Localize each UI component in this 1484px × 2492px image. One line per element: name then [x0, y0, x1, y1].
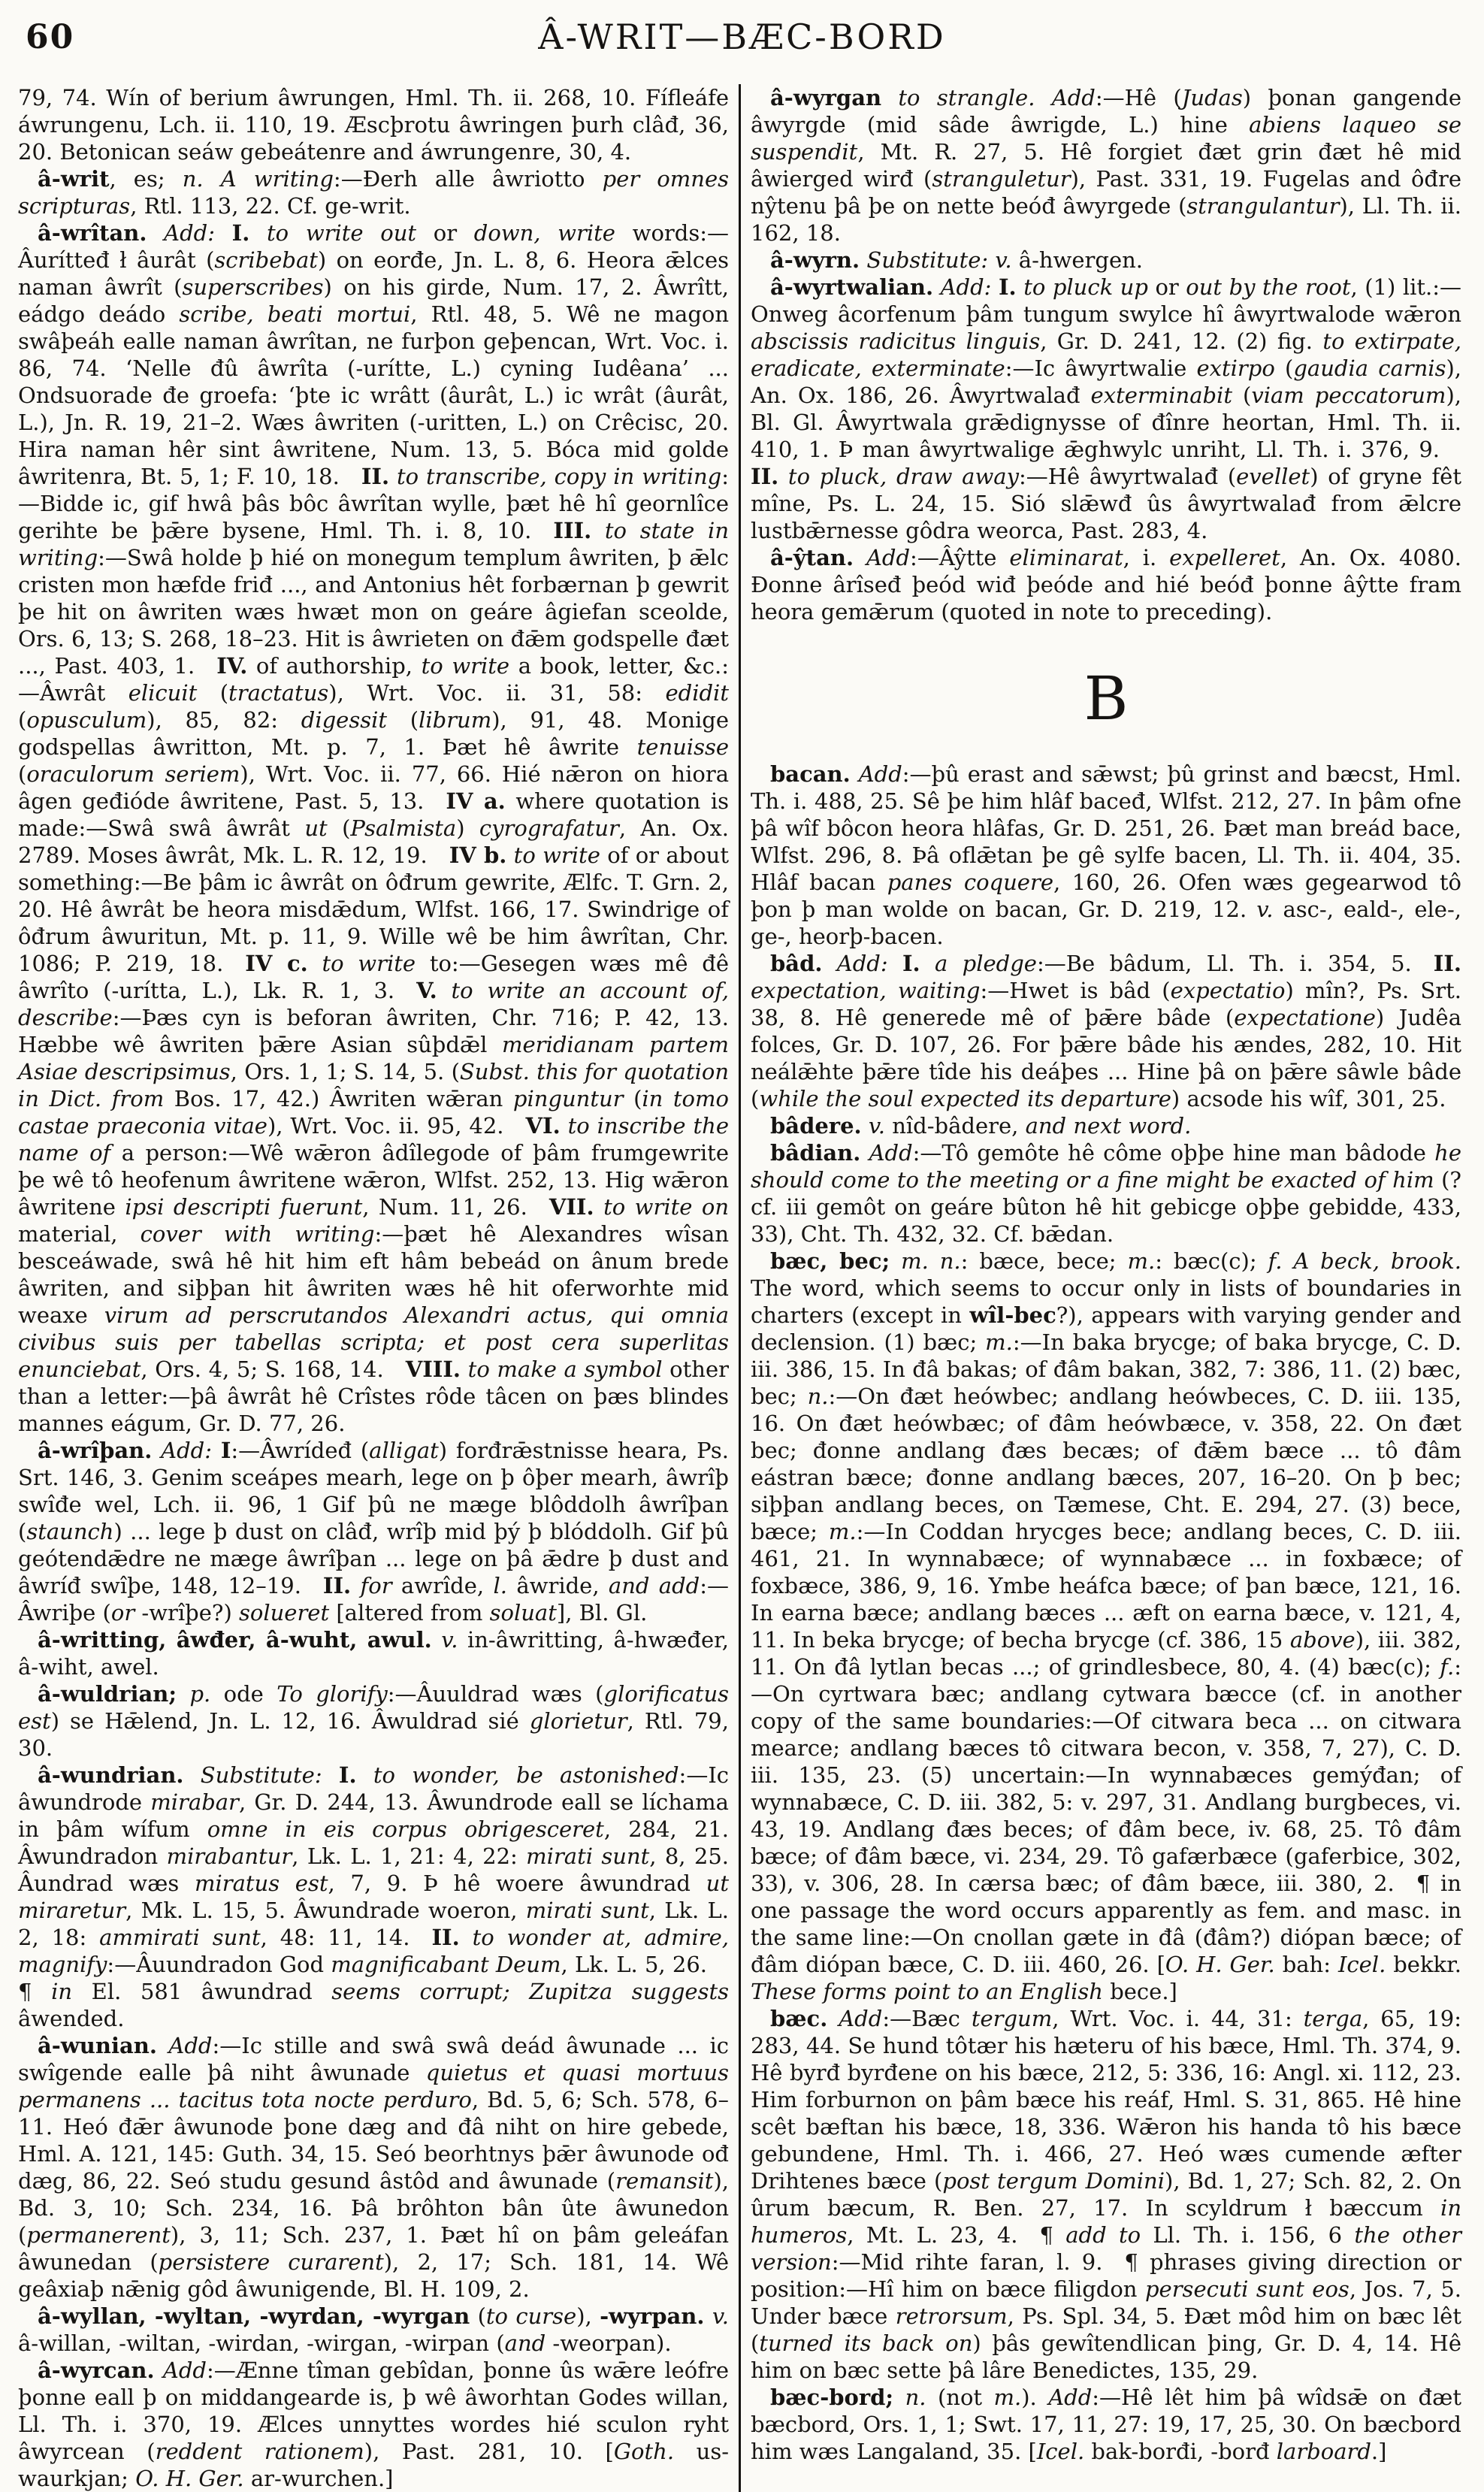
- dictionary-entry: bæc. Add:—Bæc tergum, Wrt. Voc. i. 44, 31: terga, 65, 19: 283, 44. Se hund tôtær his hæteru of his bæce, Hml. Th. 374, 9. Hê byrđ byrđene on his bæce, 212, 5: 336, 16: Angl. xi. 112, 23. Him forburnon on þâm bæce his reáf, Hml. S. 31, 865. Hê hine scêt bæftan his bæce, 18, 336. Wǣron his handa tô his bæce gebundene, Hml. Th. i. 466, 27. Heó wæs cumende æfter Drihtenes bæce (post tergum Domini), Bd. 1, 27; Sch. 82, 2. On ûrum bæcum, R. Ben. 27, 17. In scyldrum ł bæccum in humeros, Mt. L. 23, 4. ¶ add to Ll. Th. i. 156, 6 the other version:—Mid rihte faran, l. 9. ¶ phrases giving direction or position:—Hî him on bæce filigdon persecuti sunt eos, Jos. 7, 5. Under bæce retrorsum, Ps. Spl. 34, 5. Ðæt môd him on bæc lêt (turned its back on) þâs gewîtendlican þing, Gr. D. 4, 14. Hê him on bæc sette þâ lâre Benedictes, 135, 29.: [751, 2006, 1461, 2383]
- dictionary-entry: bâdian. Add:—Tô gemôte hê côme oþþe hine man bâdode he should come to the meeting or a fine might be exacted of him (? cf. iii gemôt on geáre bûton hê hit gebicge oþþe gebidde, 433, 33), Cht. Th. 432, 32. Cf. bǣdan.: [751, 1140, 1461, 1247]
- right-column: [751, 84, 1461, 2492]
- dictionary-entry: â-wyrtwalian. Add: I. to pluck up or out by the root, (1) lit.:—Onweg âcorfenum þâm tungum swylce hî âwyrtwalode wǣron abscissis radicitus linguis, Gr. D. 241, 12. (2) fig. to extirpate, eradicate, exterminate:—Ic âwyrtwalie extirpo (gaudia carnis), An. Ox. 186, 26. Âwyrtwalađ exterminabit (viam peccatorum), Bl. Gl. Âwyrtwala grǣdignysse of đînre heortan, Hml. Th. ii. 410, 1. Þ man âwyrtwalige ǣghwylc unriht, Ll. Th. i. 376, 9. II. to pluck, draw away:—Hê âwyrtwalađ (evellet) of gryne fêt mîne, Ps. L. 24, 15. Sió slǣwđ ûs âwyrtwalađ from ǣlcre lustbǣrnesse gôdra weorca, Past. 283, 4.: [751, 274, 1462, 543]
- column-divider-rule: [739, 84, 741, 2492]
- dictionary-entry: bacan. Add:—þû erast and sǣwst; þû grinst and bæcst, Hml. Th. i. 488, 25. Sê þe him hlâf baceđ, Wlfst. 212, 27. In þâm ofne þâ wîf bôcon heora hlâfas, Gr. D. 251, 26. Þæt man breád bace, Wlfst. 296, 8. Þâ oflǣtan þe gê sylfe bacen, Ll. Th. ii. 404, 35. Hlâf bacan panes coquere, 160, 26. Ofen wæs gegearwod tô þon þ man wolde on bacan, Gr. D. 219, 12. v. asc-, eald-, ele-, ge-, heorþ-bacen.: [751, 761, 1462, 949]
- dictionary-entry: â-writ, es; n. A writing:—Ðerh alle âwriotto per omnes scripturas, Rtl. 113, 22. Cf. ge-writ.: [18, 166, 729, 219]
- dictionary-entry: â-wyrn. Substitute: v. â-hwergen.: [770, 247, 1144, 273]
- dictionary-entry: bâdere. v. nîd-bâdere, and next word.: [770, 1113, 1192, 1139]
- dictionary-entry: â-wuldrian; p. ode To glorify:—Âuuldrad wæs (glorificatus est) se Hǣlend, Jn. L. 12, 16. Âwuldrad sié glorietur, Rtl. 79, 30.: [18, 1681, 730, 1761]
- page-number: 60: [26, 18, 75, 56]
- dictionary-entry: bâd. Add: I. a pledge:—Be bâdum, Ll. Th. i. 354, 5. II. expectation, waiting:—Hwet is bâd (expectatio) mîn?, Ps. Srt. 38, 8. Hê generede mê of þǣre bâde (expectatione) Judêa folces, Gr. D. 107, 26. For þǣre bâde his ændes, 282, 10. Hit neálǣhte þǣre tîde his deáþes ... Hine þâ on þǣre sâwle bâde (while the soul expected its departure) acsode his wîf, 301, 25.: [751, 951, 1461, 1111]
- dictionary-entry: â-wrîþan. Add: I:—Âwrídeđ (alligat) forđrǣstnisse heara, Ps. Srt. 146, 3. Genim sceápes mearh, lege on þ ôþer mearh, âwrîþ swîđe wel, Lch. ii. 96, 1 Gif þû ne mæge blôddolh âwrîþan (staunch) ... lege þ dust on clâđ, wrîþ mid þý þ blóddolh. Gif þû geótendǣdre ne mæge âwrîþan ... lege on þâ ǣdre þ dust and âwríđ swîþe, 148, 12–19. II. for awrîde, l. âwride, and add:—Âwriþe (or -wrîþe?) solueret [altered from soluat], Bl. Gl.: [18, 1438, 730, 1626]
- continued-entry-text: 79, 74. Wín of berium âwrungen, Hml. Th. ii. 268, 10. Fífleáfe áwrungenu, Lch. ii. 110, 19. Æscþrotu âwringen þurh clâđ, 36, 20. Betonican seáw gebeátenre and áwrungenre, 30, 4.: [18, 85, 729, 165]
- dictionary-entry: â-wrîtan. Add: I. to write out or down, write words:—Âurítteđ ł âurât (scribebat) on eorđe, Jn. L. 8, 6. Heora ǣlces naman âwrît (superscribes) on his girde, Num. 17, 2. Âwrîtt, eádgo deádo scribe, beati mortui, Rtl. 48, 5. Wê ne magon swâþeáh ealle naman âwrîtan, ne furþon geþencan, Wrt. Voc. i. 86, 74. ‘Nelle đû âwrîta (-urítte, L.) cyning Iudêana’ ... Ondsuorade đe groefa: ‘þte ic wrâtt (âurât, L.) ic wrât (âurât, L.), Jn. R. 19, 21–2. Wæs âwriten (-uritten, L.) on Crêcisc, 20. Hira naman hêr sint âwritene, Num. 13, 5. Bóca mid golde âwritenra, Bt. 5, 1; F. 10, 18. II. to transcribe, copy in writing:—Bidde ic, gif hwâ þâs bôc âwrîtan wylle, þæt hê hî geornlîce gerihte be þǣre bysene, Hml. Th. i. 8, 10. III. to state in writing:—Swâ holde þ hié on monegum templum âwriten, þ ǣlc cristen mon hæfde friđ ..., and Antonius hêt forbærnan þ gewrit þe hit on âwriten wæs hwæt mon on geáre âgiefan sceolde, Ors. 6, 13; S. 268, 18–23. Hit is âwrieten on đǣm godspelle đæt ..., Past. 403, 1. IV. of authorship, to write a book, letter, &c.:—Âwrât elicuit (tractatus), Wrt. Voc. ii. 31, 58: edidit (opusculum), 85, 82: digessit (librum), 91, 48. Monige godspellas âwritton, Mt. p. 7, 1. Þæt hê âwrite tenuisse (oraculorum seriem), Wrt. Voc. ii. 77, 66. Hié nǣron on hiora âgen geđióde âwritene, Past. 5, 13. IV a. where quotation is made:—Swâ swâ âwrât ut (Psalmista) cyrografatur, An. Ox. 2789. Moses âwrât, Mk. L. R. 12, 19. IV b. to write of or about something:—Be þâm ic âwrât on ôđrum gewrite, Ælfc. T. Grn. 2, 20. Hê âwrât be heora misdǣdum, Wlfst. 166, 17. Swindrige of ôđrum âwuritun, Mt. p. 11, 9. Wille wê be him âwrîtan, Chr. 1086; P. 219, 18. IV c. to write to:—Gesegen wæs mê đê âwrîto (-urítta, L.), Lk. R. 1, 3. V. to write an account of, describe:—Þæs cyn is beforan âwriten, Chr. 716; P. 42, 13. Hæbbe wê âwriten þǣre Asian sûþdǣl meridianam partem Asiae descripsimus, Ors. 1, 1; S. 14, 5. (Subst. this for quotation in Dict. from Bos. 17, 42.) Âwriten wǣran pinguntur (in tomo castae praeconia vitae), Wrt. Voc. ii. 95, 42. VI. to inscribe the name of a person:—Wê wǣron âdîlegode of þâm frumgewrite þe wê tô heofenum âwritene wǣron, Wlfst. 252, 13. Hig wǣron âwritene ipsi descripti fuerunt, Num. 11, 26. VII. to write on material, cover with writing:—þæt hê Alexandres wîsan besceáwade, swâ hê hit him eft hâm bebeád on ânum brede âwriten, and siþþan hit âwriten wæs hê hit oferworhte mid weaxe virum ad perscrutandos Alexandri actus, qui omnia civibus suis per tabellas scripta; et post cera superlitas enunciebat, Ors. 4, 5; S. 168, 14. VIII. to make a symbol other than a letter:—þâ âwrât hê Crîstes rôde tâcen on þæs blindes mannes eágum, Gr. D. 77, 26.: [18, 220, 730, 1436]
- page-title: Â-WRIT—BÆC-BORD: [538, 17, 946, 57]
- dictionary-entry: â-wyrcan. Add:—Ænne tîman gebîdan, þonne ûs wǣre leófre þonne eall þ on middangearde is, þ wê âworhtan Godes willan, Ll. Th. i. 370, 19. Ælces unnyttes wordes hié sculon ryht âwyrcean (reddent rationem), Past. 281, 10. [Goth. us-waurkjan; O. H. Ger. ar-wurchen.]: [18, 2357, 730, 2491]
- dictionary-entry: â-ŷtan. Add:—Âŷtte eliminarat, i. expelleret, An. Ox. 4080. Ðonne ârîseđ þeód wiđ þeóde and hié beóđ þonne âŷtte fram heora gemǣrum (quoted in note to preceding).: [751, 545, 1461, 625]
- page-header: [18, 14, 1466, 72]
- dictionary-entry: bæc-bord; n. (not m.). Add:—Hê lêt him þâ wîdsǣ on đæt bæcbord, Ors. 1, 1; Swt. 17, 11, 27: 19, 17, 25, 30. On bæcbord him wæs Langaland, 35. [Icel. bak-borđi, -borđ larboard.]: [751, 2385, 1461, 2464]
- dictionary-entry: â-writting, âwđer, â-wuht, awul. v. in-âwritting, â-hwæđer, â-wiht, awel.: [18, 1627, 730, 1680]
- left-column: [18, 84, 729, 2492]
- section-letter: B: [1084, 664, 1129, 733]
- dictionary-entry: bæc, bec; m. n.: bæce, bece; m.: bæc(c); f. A beck, brook. The word, which seems to occur only in lists of boundaries in charters (except in wîl-bec?), appears with varying gender and declension. (1) bæc; m.:—In baka brycge; of baka brycge, C. D. iii. 386, 15. In đâ bakas; of đâm bakan, 382, 7: 386, 11. (2) bæc, bec; n.:—On đæt heówbec; andlang heówbeces, C. D. iii. 135, 16. On đæt heówbæc; of đâm heówbæce, v. 358, 22. On đæt bec; đonne andlang đæs becæs; of đǣm bæce ... tô đâm eástran bæce; đonne andlang bæces, 207, 16–20. On þ bec; siþþan andlang beces, on Tæmese, Cht. E. 294, 27. (3) bece, bæce; m.:—In Coddan hrycges bece; andlang beces, C. D. iii. 461, 21. In wynnabæce; of wynnabæce ... in foxbæce; of foxbæce, 386, 9, 16. Ymbe heáfca bæce; of þan bæce, 121, 16. In earna bæce; andlang bæces ... æft on earna bæce, v. 121, 4, 11. In beka brycge; of becha brycge (cf. 386, 15 above), iii. 382, 11. On đâ lytlan becas ...; of grindlesbece, 80, 4. (4) bæc(c); f.:—On cyrtwara bæc; andlang cytwara bæcce (cf. in another copy of the same boundaries:—Of citwara beca ... on citwara mearce; andlang bæces tô citwara becon, v. 358, 7, 27), C. D. iii. 135, 23. (5) uncertain:—In wynnabæces gemýđan; of wynnabæce, C. D. iii. 382, 5: v. 297, 31. Andlang burgbeces, vi. 43, 19. Andlang đæs beces; of đâm bece, iv. 68, 25. Tô đâm bæce; of đâm bæce, vi. 234, 29. Tô gafærbæce (gaferbice, 302, 33), v. 306, 28. In cærsa bæc; of đâm bæce, iii. 380, 2. ¶ in one passage the word occurs apparently as fem. and masc. in the same line:—On cnollan gæte in đâ (đâm?) diópan bæce; of đâm diópan bæce, C. D. iii. 460, 26. [O. H. Ger. bah: Icel. bekkr. These forms point to an English bece.]: [751, 1248, 1461, 2004]
- dictionary-entry: â-wundrian. Substitute: I. to wonder, be astonished:—Ic âwundrode mirabar, Gr. D. 244, 13. Âwundrode eall se líchama in þâm wífum omne in eis corpus obrigesceret, 284, 21. Âwundradon mirabantur, Lk. L. 1, 21: 4, 22: mirati sunt, 8, 25. Âundrad wæs miratus est, 7, 9. Þ hê woere âwundrad ut miraretur, Mk. L. 15, 5. Âwundrade woeron, mirati sunt, Lk. L. 2, 18: ammirati sunt, 48: 11, 14. II. to wonder at, admire, magnify:—Âuundradon God magnificabant Deum, Lk. L. 5, 26. ¶ in El. 581 âwundrad seems corrupt; Zupitza suggests âwended.: [18, 1762, 730, 2031]
- dictionary-entry: â-wyrgan to strangle. Add:—Hê (Judas) þonan gangende âwyrgde (mid sâde âwrigde, L.) hine abiens laqueo se suspendit, Mt. R. 27, 5. Hê forgiet đæt grin đæt hê mid âwierged wirđ (stranguletur), Past. 331, 19. Fugelas and ôđre nŷtenu þâ þe on nette beóđ âwyrgede (strangulantur), Ll. Th. ii. 162, 18.: [751, 85, 1462, 246]
- dictionary-entry: â-wunian. Add:—Ic stille and swâ swâ deád âwunade ... ic swîgende ealle þâ niht âwunade quietus et quasi mortuus permanens ... tacitus tota nocte perduro, Bd. 5, 6; Sch. 578, 6–11. Heó đǣr âwunode þone dæg and đâ niht on hire gebede, Hml. A. 121, 145: Guth. 34, 15. Seó beorhtnys þǣr âwunode ođ dæg, 86, 22. Seó studu gesund âstôd and âwunade (remansit), Bd. 3, 10; Sch. 234, 16. Þâ brôhton bân ûte âwunedon (permanerent), 3, 11; Sch. 237, 1. Þæt hî on þâm geleáfan âwunedan (persistere curarent), 2, 17; Sch. 181, 14. Wê geâxiaþ nǣnig gôd âwunigende, Bl. H. 109, 2.: [18, 2033, 729, 2302]
- dictionary-entry: â-wyllan, -wyltan, -wyrdan, -wyrgan (to curse), -wyrpan. v. â-willan, -wiltan, -wirdan, -wirgan, -wirpan (and -weorpan).: [18, 2303, 729, 2356]
- columns: [18, 84, 1466, 2492]
